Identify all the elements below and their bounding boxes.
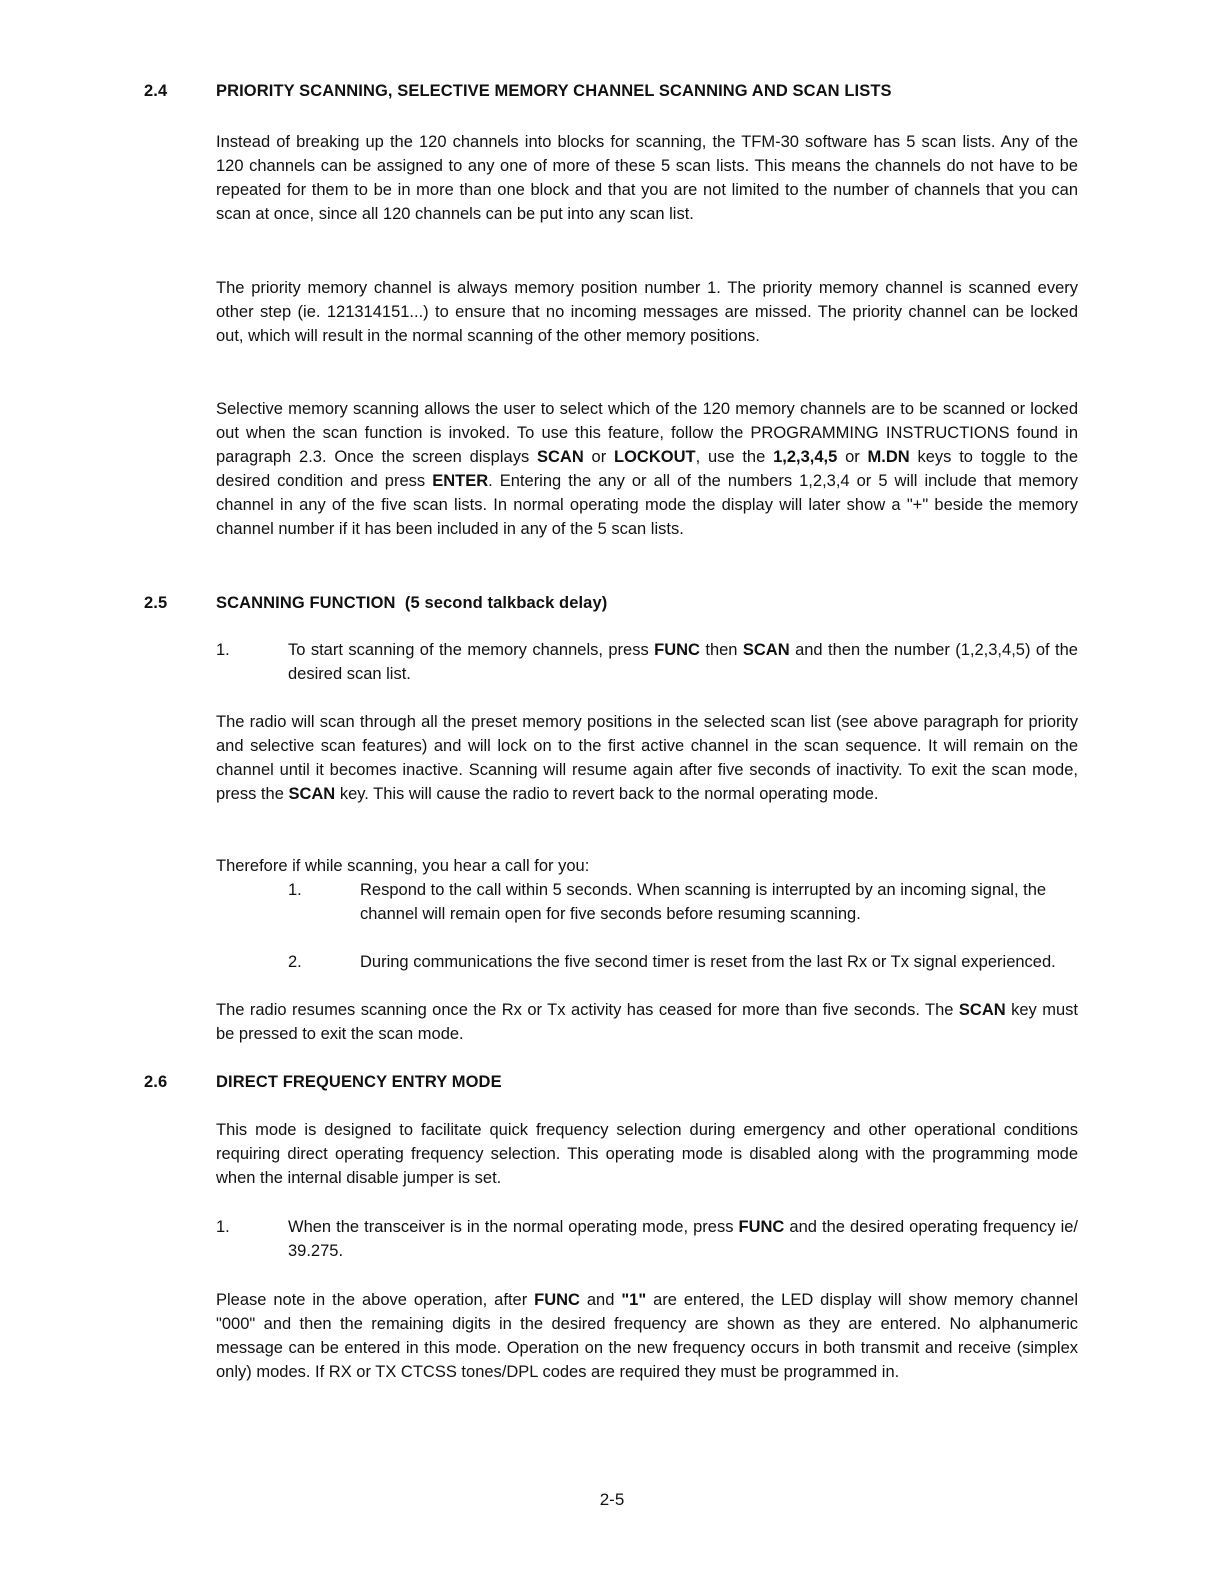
section-heading-2-6	[144, 1073, 502, 1092]
section-title: SCANNING FUNCTION (5 second talkback delay)	[216, 594, 608, 612]
section-title: PRIORITY SCANNING, SELECTIVE MEMORY CHANNEL SCANNING AND SCAN LISTS	[216, 82, 892, 100]
step-number: 1.	[216, 1218, 230, 1236]
sub-step-respond	[288, 878, 1078, 926]
paragraph-call-intro: Therefore if while scanning, you hear a call for you:	[216, 857, 590, 875]
section-number: 2.4	[144, 82, 168, 100]
paragraph-scan-lists: Instead of breaking up the 120 channels into blocks for scanning, the TFM-30 software has 5 scan lists. Any of the 120 channels can be assigned to any one of more of these 5 scan lists. This means the channels do not have to be repeated for them to be in more than one block and that you are not limited to the number of channels that you can scan at once, since all 120 channels can be put into any scan list.	[216, 133, 1078, 223]
paragraph-direct-entry: This mode is designed to facilitate quick frequency selection during emergency and other operational conditions requiring direct operating frequency selection. This operating mode is disabled along with the programming mode when the internal disable jumper is set.	[216, 1121, 1078, 1187]
sub-step-number: 1.	[288, 881, 302, 899]
paragraph-selective-scanning: Selective memory scanning allows the user to select which of the 120 memory channels are to be scanned or locked out when the scan function is invoked. To use this feature, follow the PROGRAMMING INSTRUCTIONS found in paragraph 2.3. Once the screen displays SCAN or LOCKOUT, use the 1,2,3,4,5 or M.DN keys to toggle to the desired condition and press ENTER. Entering the any or all of the numbers 1,2,3,4 or 5 will include that memory channel in any of the five scan lists. In normal operating mode the display will later show a "+" beside the memory channel number if it has been included in any of the 5 scan lists.	[216, 400, 1078, 538]
step-start-scanning	[216, 638, 1078, 686]
paragraph-resume-scanning: The radio resumes scanning once the Rx or Tx activity has ceased for more than five seconds. The SCAN key must be pressed to exit the scan mode.	[216, 1001, 1078, 1043]
step-text: When the transceiver is in the normal operating mode, press FUNC and the desired operating frequency ie/ 39.275.	[288, 1218, 1079, 1260]
step-text: To start scanning of the memory channels, press FUNC then SCAN and then the number (1,2,3,4,5) of the desired scan list.	[288, 641, 1078, 683]
paragraph-scan-behaviour: The radio will scan through all the preset memory positions in the selected scan list (see above paragraph for priority and selective scan features) and will lock on to the first active channel in the scan sequence. It will remain on the channel until it becomes inactive. Scanning will resume again after five seconds of inactivity. To exit the scan mode, press the SCAN key. This will cause the radio to revert back to the normal operating mode.	[216, 713, 1078, 803]
paragraph-led-display-note: Please note in the above operation, after FUNC and "1" are entered, the LED display will show memory channel "000" and then the remaining digits in the desired frequency are shown as they are entered. No alphanumeric message can be entered in this mode. Operation on the new frequency occurs in both transmit and receive (simplex only) modes. If RX or TX CTCSS tones/DPL codes are required they must be programmed in.	[216, 1291, 1079, 1381]
step-number: 1.	[216, 641, 230, 659]
section-number: 2.5	[144, 594, 168, 612]
sub-step-number: 2.	[288, 953, 302, 971]
section-title: DIRECT FREQUENCY ENTRY MODE	[216, 1073, 502, 1091]
section-heading-2-5	[144, 594, 607, 613]
paragraph-priority-channel: The priority memory channel is always memory position number 1. The priority memory channel is scanned every other step (ie. 121314151...) to ensure that no incoming messages are missed. The priority channel can be locked out, which will result in the normal scanning of the other memory positions.	[216, 279, 1078, 345]
sub-step-text: Respond to the call within 5 seconds. When scanning is interrupted by an incoming signal, the channel will remain open for five seconds before resuming scanning.	[360, 881, 1047, 923]
section-heading-2-4	[144, 82, 892, 101]
sub-step-text: During communications the five second timer is reset from the last Rx or Tx signal experienced.	[360, 953, 1056, 971]
step-enter-frequency	[216, 1215, 1078, 1263]
section-number: 2.6	[144, 1073, 168, 1091]
page-number: 2-5	[599, 1490, 625, 1509]
sub-step-timer-reset	[288, 950, 1078, 974]
